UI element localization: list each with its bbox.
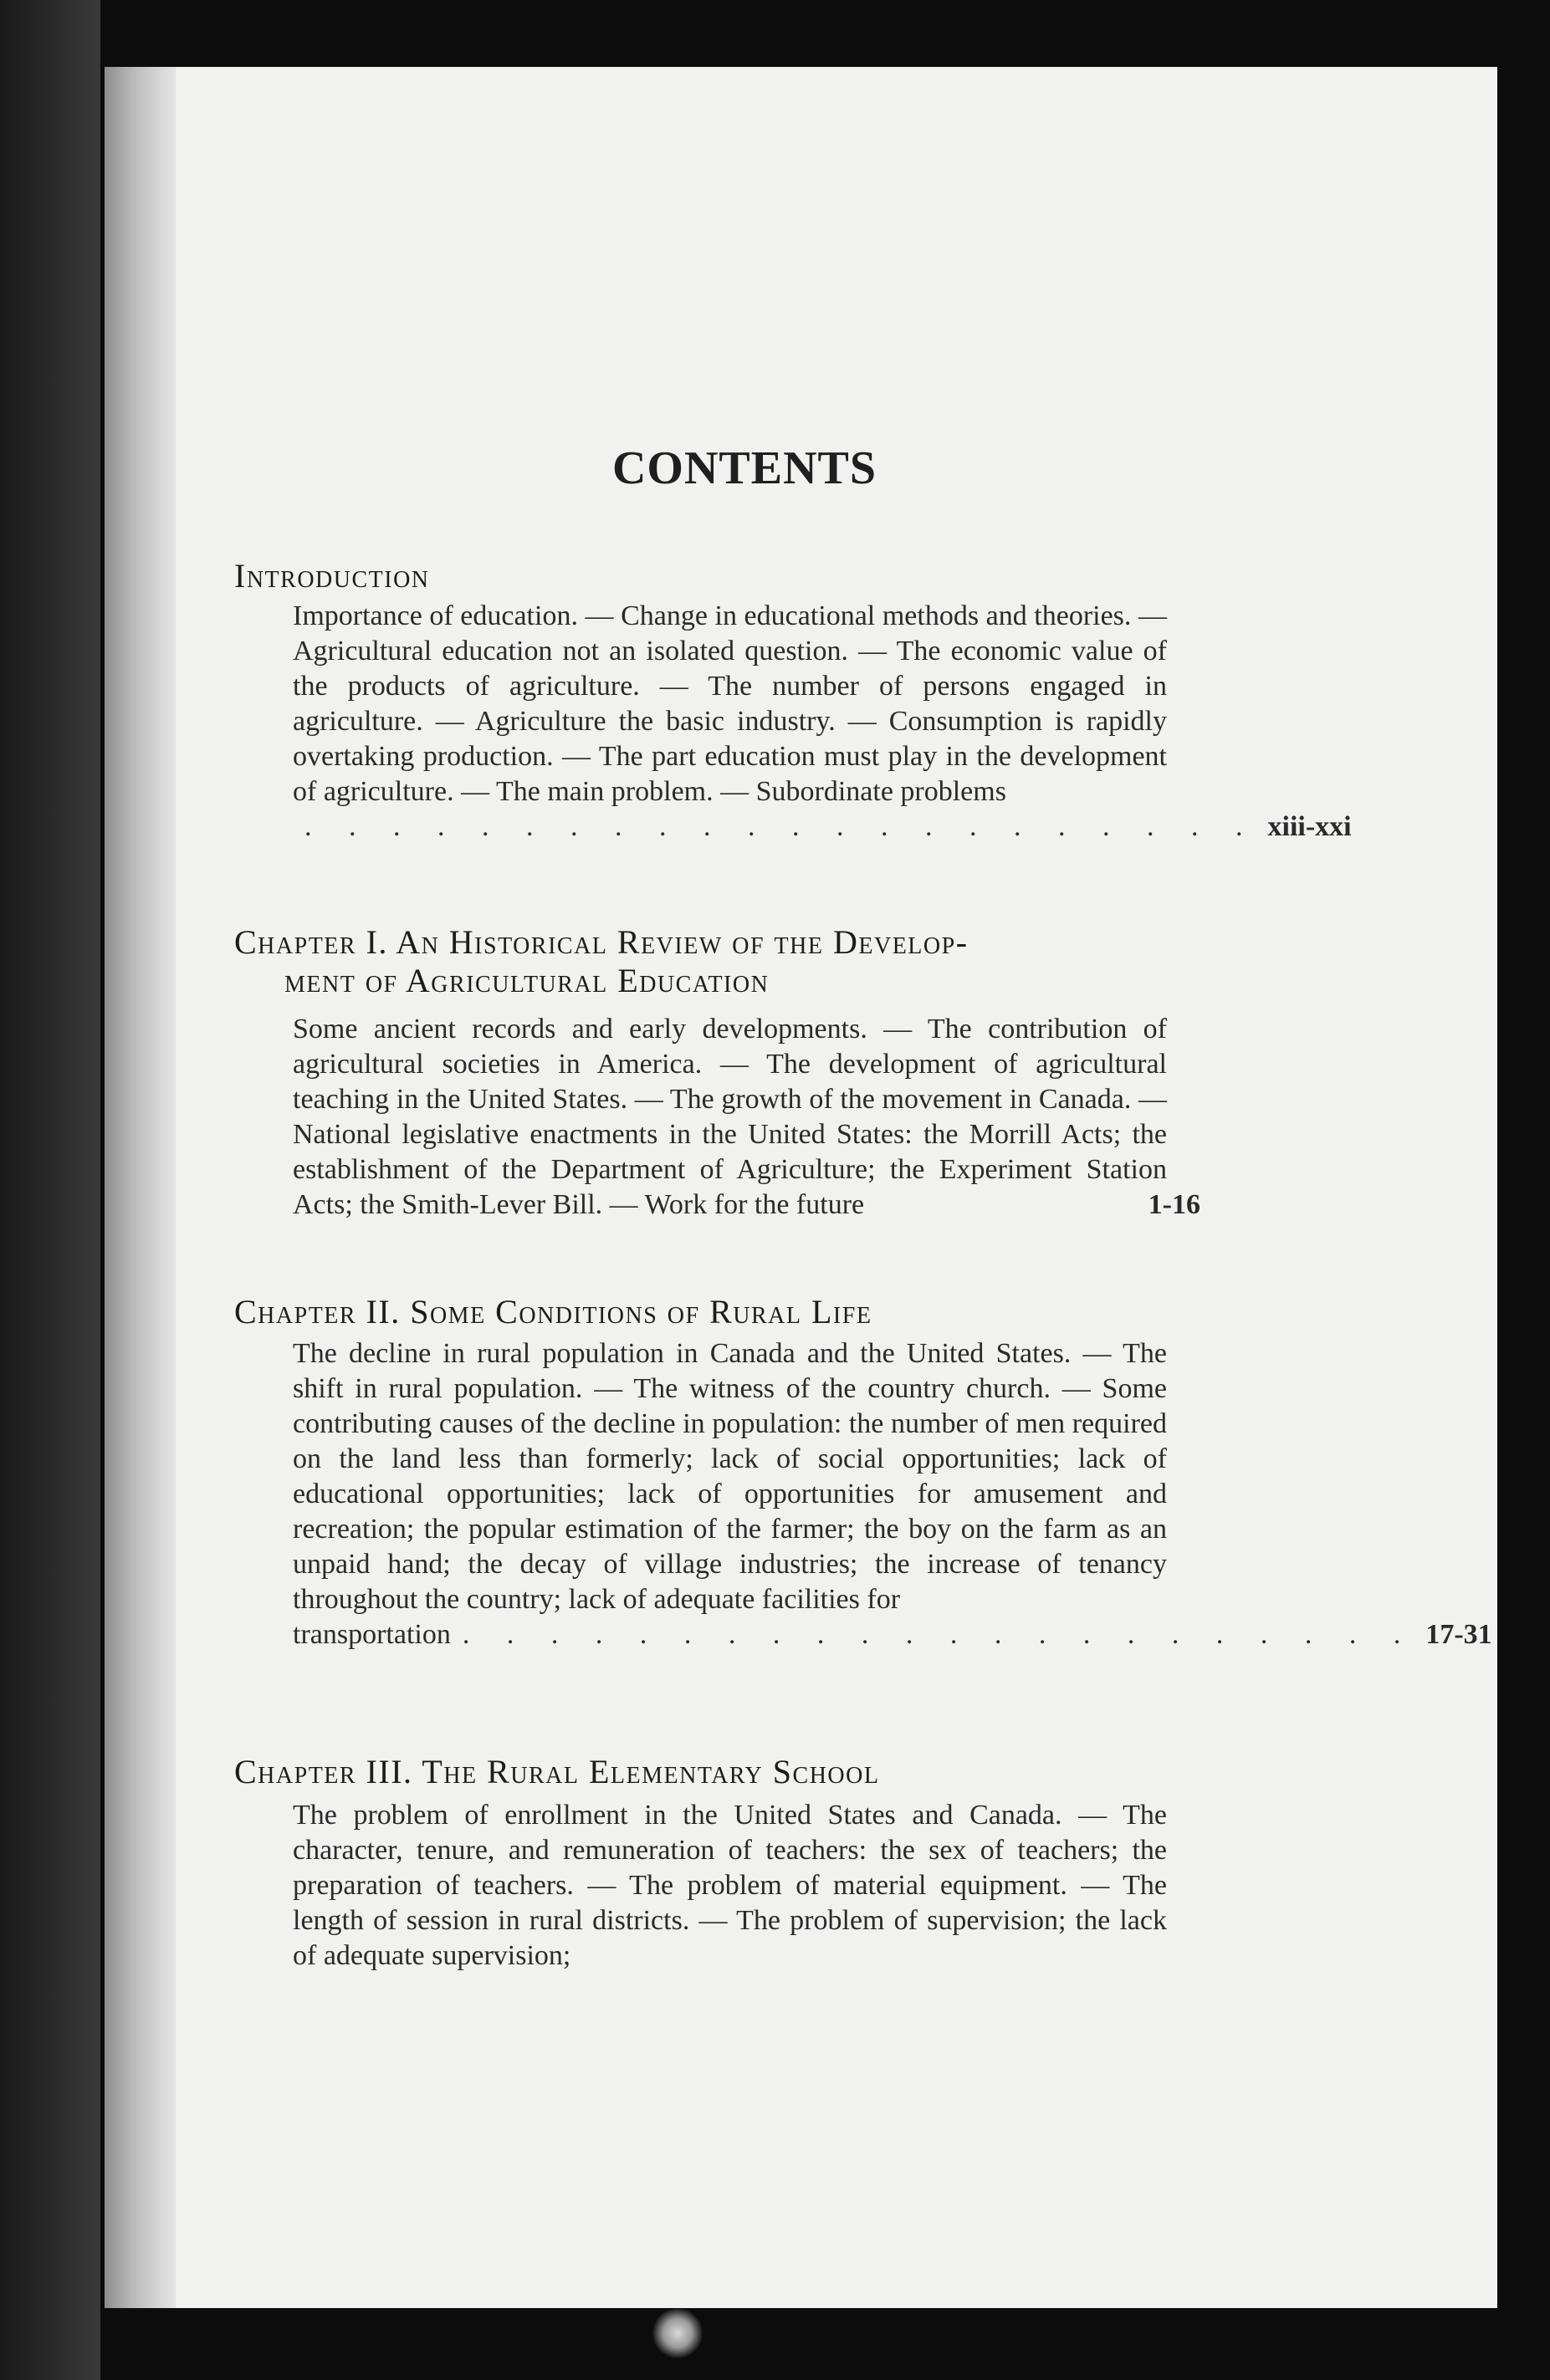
- toc-heading-chapter-3: [234, 1753, 879, 1791]
- toc-heading-chapter-1: [234, 923, 969, 1000]
- summary-text: Importance of education. — Change in educational methods and theories. — Agricultural education not an isolated question. — The economic value of the products of agriculture. — The number of persons engaged in agriculture. — Agriculture the basic industry. — Consumption is rapidly overtaking production. — The part education must play in the development of agriculture. — The main problem. — Subordinate problems: [293, 600, 1167, 807]
- scan-margin: [0, 0, 100, 2380]
- toc-heading-introduction: [234, 557, 430, 595]
- toc-summary-chapter-1: [293, 1012, 1200, 1223]
- summary-text: Some ancient records and early developments. — The contribution of agricultural societies in America. — The development of agricultural teaching in the United States. — The growth of the movement in Canada. — National legislative enactments in the United States: the Morrill Acts; the establishment of the Department of Agriculture; the Experiment Station Acts; the Smith-Lever Bill. — Work for the future: [293, 1014, 1167, 1220]
- heading-text: Introduction: [234, 557, 430, 595]
- toc-summary-introduction: [293, 599, 1352, 845]
- page-range: xiii-xxi: [1267, 811, 1352, 842]
- heading-text: Chapter I. An Historical Review of the Develop-: [234, 923, 969, 961]
- page-range-line: [293, 810, 1352, 845]
- page-title: CONTENTS: [611, 442, 877, 494]
- toc-summary-chapter-2: [293, 1336, 1492, 1652]
- summary-last-word: transportation: [293, 1619, 451, 1650]
- heading-text: Chapter III. The Rural Elementary School: [234, 1753, 880, 1790]
- summary-text: The problem of enrollment in the United States and Canada. — The character, tenure, and remuneration of teachers: the sex of teachers; the preparation of teachers. — The problem of material equipment. — The length of session in rural districts. — The problem of supervision; the lack of adequate supervision;: [293, 1800, 1167, 1971]
- toc-summary-chapter-3: [293, 1798, 1167, 1974]
- page-range-line: [293, 1617, 1492, 1652]
- summary-text: The decline in rural population in Canada and the United States. — The shift in rural population. — The witness of the country church. — Some contributing causes of the decline in population: the number of men required on the land less than formerly; lack of social opportunities; lack of educational opportunities; lack of opportunities for amusement and recreation; the popular estimation of the farmer; the boy on the farm as an unpaid hand; the decay of village industries; the increase of tenancy throughout the country; lack of adequate facilities for: [293, 1338, 1167, 1615]
- dot-leader: . . . . . . . . . . . . . . . . . . . . . .: [462, 1619, 1416, 1650]
- dot-leader: . . . . . . . . . . . . . . . . . . . . . .: [304, 811, 1258, 842]
- page-range: 17-31: [1425, 1619, 1492, 1650]
- heading-continuation: ment of Agricultural Education: [284, 962, 770, 999]
- heading-text: Chapter II. Some Conditions of Rural Life: [234, 1293, 872, 1330]
- book-page: [176, 67, 1497, 2308]
- toc-heading-chapter-2: [234, 1293, 872, 1331]
- page-range: 1-16: [1148, 1189, 1200, 1220]
- book-spine-shadow: [105, 67, 184, 2308]
- scan-artifact: [652, 2308, 703, 2358]
